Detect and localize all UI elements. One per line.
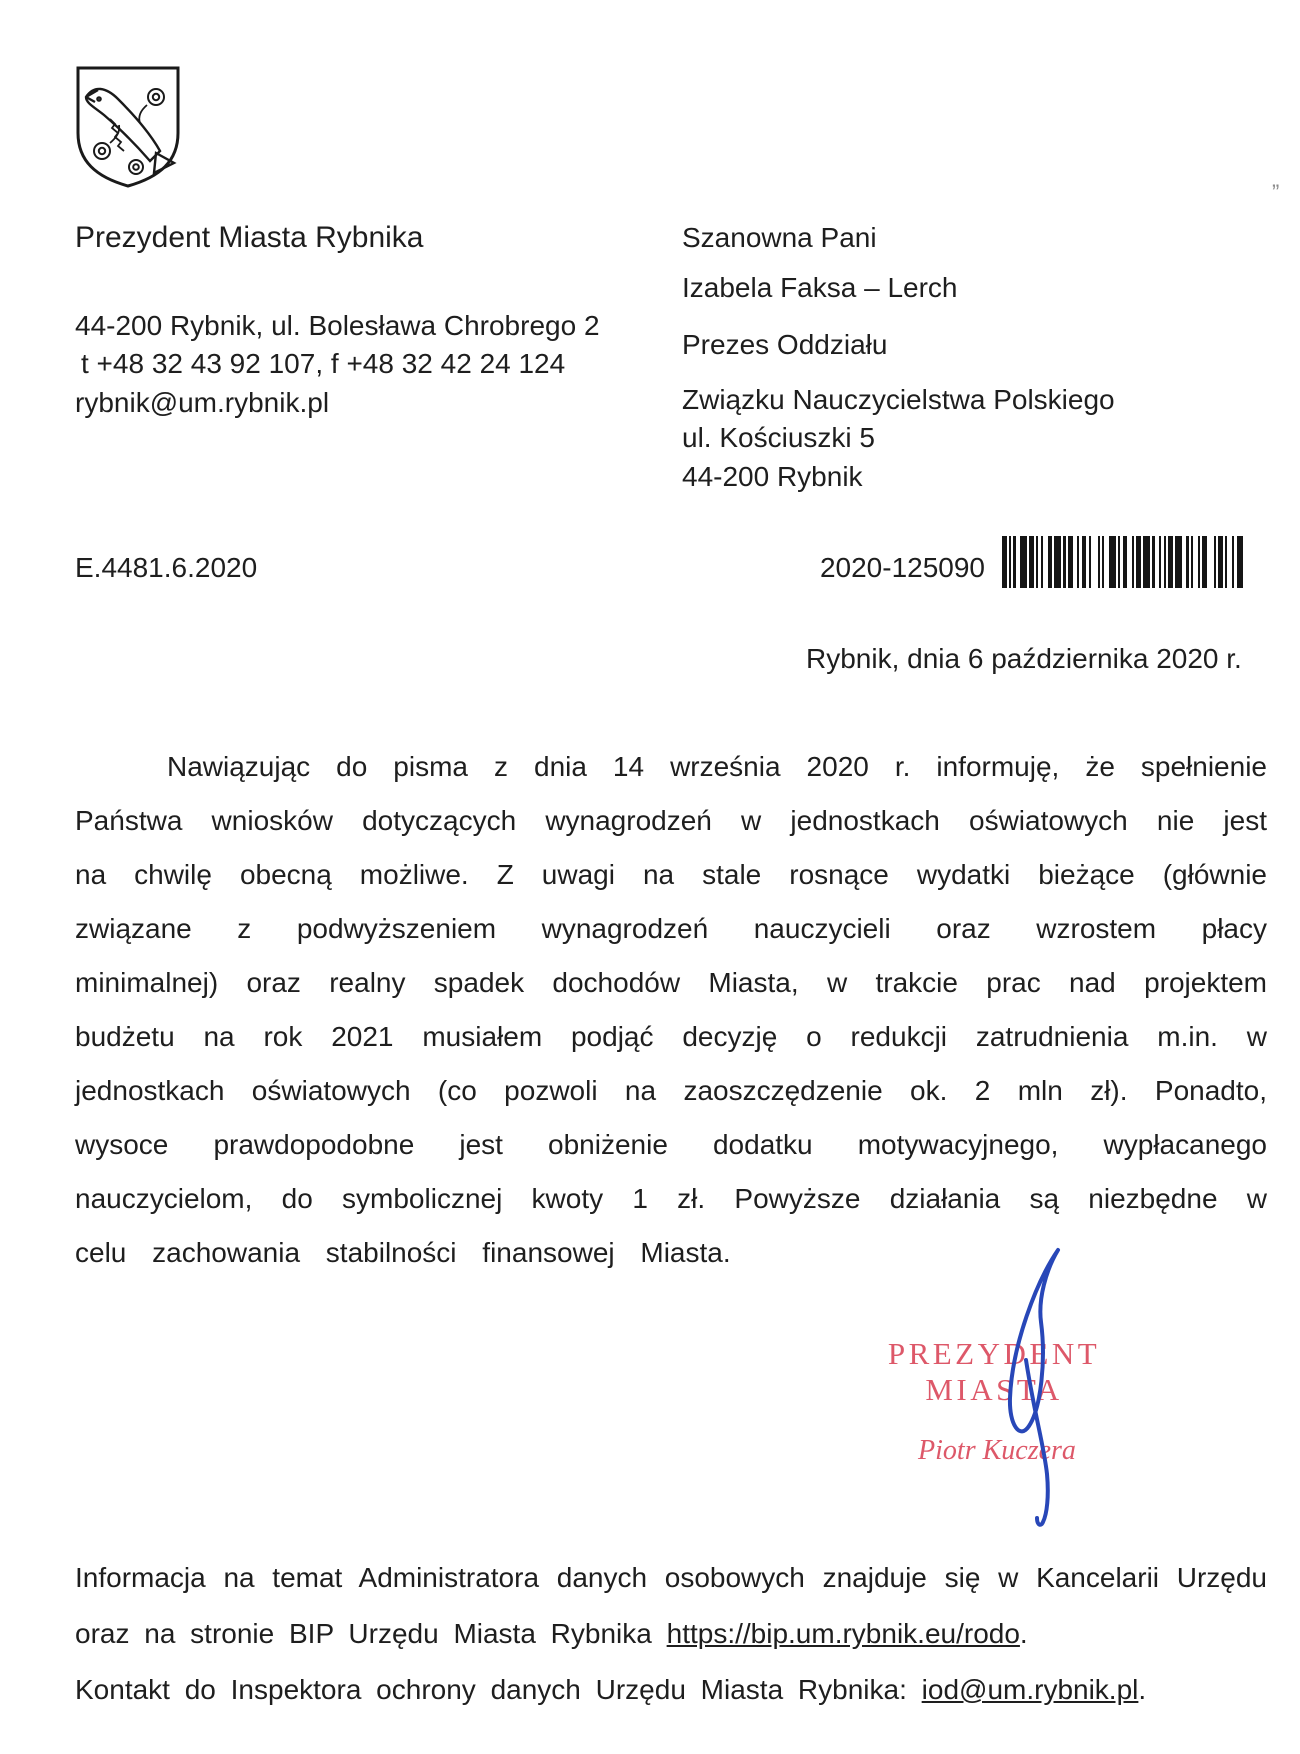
handwritten-signature xyxy=(996,1242,1082,1530)
sender-email: rybnik@um.rybnik.pl xyxy=(75,387,330,418)
recipient-city: 44-200 Rybnik xyxy=(682,461,863,492)
bip-link[interactable]: https://bip.um.rybnik.eu/rodo xyxy=(666,1618,1020,1649)
pike-fish-figure xyxy=(86,89,174,173)
barcode-bar xyxy=(1175,536,1182,588)
signer-name-stamp: Piotr Kuczera xyxy=(918,1435,1076,1466)
footer-rodo-text: Informacja na temat Administratora danych osobowych znajduje się w Kancelarii Urzędu oraz na stronie BIP Urzędu Miasta Rybnika xyxy=(75,1562,1267,1649)
case-number: E.4481.6.2020 xyxy=(75,552,258,583)
document-number: 2020-125090 xyxy=(819,552,985,583)
footer-paragraph-contact xyxy=(75,1662,1267,1718)
sender-address-line: 44-200 Rybnik, ul. Bolesława Chrobrego 2 xyxy=(75,310,600,341)
footer-contact-text: Kontakt do Inspektora ochrony danych Urzędu Miasta Rybnika: xyxy=(75,1674,907,1705)
recipient-block xyxy=(682,221,1242,494)
recipient-organization: Związku Nauczycielstwa Polskiego xyxy=(682,384,1115,415)
footer-rodo-note xyxy=(75,1550,1267,1718)
scan-artifact-mark: ” xyxy=(1272,180,1280,205)
footer-paragraph-rodo xyxy=(75,1550,1267,1662)
iod-email-link[interactable]: iod@um.rybnik.pl xyxy=(921,1674,1139,1705)
sender-address-block xyxy=(75,309,600,420)
dateline: Rybnik, dnia 6 października 2020 r. xyxy=(806,643,1242,674)
barcode-bar xyxy=(1020,536,1027,588)
footer-period-2: . xyxy=(1138,1674,1147,1705)
stamp-title: PREZYDENT MIASTA xyxy=(887,1336,1101,1407)
barcode-gap xyxy=(1091,536,1098,588)
barcode-bar xyxy=(1143,536,1150,588)
flower-ornaments xyxy=(94,89,164,174)
barcode-gap xyxy=(1207,536,1214,588)
footer-period-1: . xyxy=(1019,1618,1028,1649)
barcode-bar xyxy=(1237,536,1244,588)
sender-phone-fax: t +48 32 43 92 107, f +48 32 42 24 124 xyxy=(81,348,566,379)
recipient-street: ul. Kościuszki 5 xyxy=(682,422,875,453)
barcode xyxy=(1002,536,1243,588)
barcode-bar xyxy=(1109,536,1116,588)
recipient-name: Izabela Faksa – Lerch xyxy=(682,272,958,303)
recipient-title: Prezes Oddziału xyxy=(682,329,888,360)
sender-title: Prezydent Miasta Rybnika xyxy=(75,221,424,254)
rybnik-coat-of-arms xyxy=(72,62,184,192)
recipient-salutation: Szanowna Pani xyxy=(682,222,877,253)
letter-body: Nawiązując do pisma z dnia 14 września 2020 r. informuję, że spełnienie Państwa wniosków dotyczących wynagrodzeń w jednostkach oświatowych nie jest na chwilę obecną możliwe. Z uwagi na stale rosnące wydatki bieżące (głównie związane z podwyższeniem wynagrodzeń nauczycieli oraz wzrostem płacy minimalnej) oraz realny spadek dochodów Miasta, w trakcie prac nad projektem budżetu na rok 2021 musiałem podjąć decyzję o redukcji zatrudnienia m.in. w jednostkach oświatowych (co pozwoli na zaoszczędzenie ok. 2 mln zł). Ponadto, wysoce prawdopodobne jest obniżenie dodatku motywacyjnego, wypłacanego nauczycielom, do symbolicznej kwoty 1 zł. Powyższe działania są niezbędne w celu zachowania stabilności finansowej Miasta. xyxy=(75,751,1267,1268)
barcode-bar xyxy=(1054,536,1061,588)
